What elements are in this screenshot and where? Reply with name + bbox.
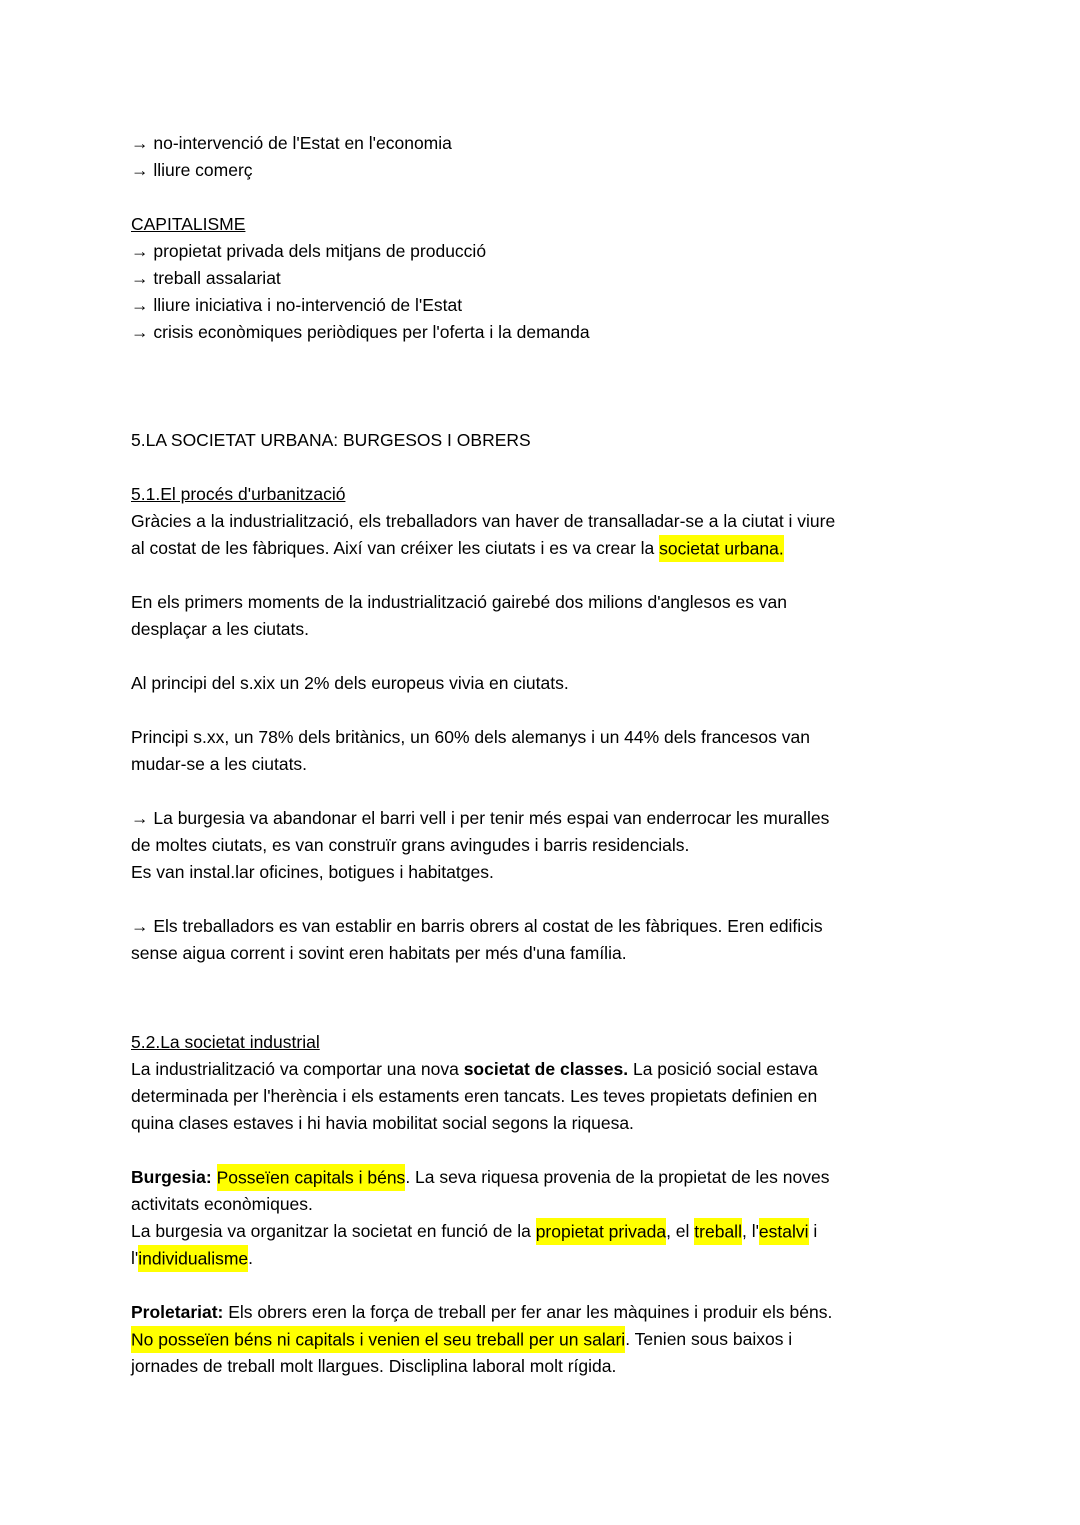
blank-line (131, 562, 946, 589)
text-segment: Principi s.xx, un 78% dels britànics, un 60% dels alemanys i un 44% dels francesos van (131, 727, 810, 747)
text-segment: → propietat privada dels mitjans de producció (131, 241, 487, 261)
highlighted-text: treball (694, 1218, 742, 1245)
text-line (131, 535, 946, 562)
text-line (131, 130, 946, 157)
text-line (131, 751, 946, 778)
text-segment: Els obrers eren la força de treball per fer anar les màquines i produir els béns. (228, 1302, 833, 1323)
text-segment: → La burgesia va abandonar el barri vell i per tenir més espai van enderrocar les muralles (131, 808, 830, 828)
text-line (131, 670, 946, 697)
text-segment: 5.LA SOCIETAT URBANA: BURGESOS I OBRERS (131, 430, 531, 450)
blank-line (131, 346, 946, 427)
blank-line (131, 1272, 946, 1299)
text-line (131, 1299, 946, 1326)
text-segment: l' (131, 1248, 139, 1269)
text-segment: → lliure iniciativa i no-intervenció de l'Estat (131, 295, 463, 315)
blank-line (131, 886, 946, 913)
highlighted-text: No posseïen béns ni capitals i venien el seu treball per un salari (131, 1326, 625, 1353)
text-segment: . Tenien sous baixos i (625, 1329, 793, 1350)
text-line (131, 724, 946, 751)
text-segment: → Els treballadors es van establir en barris obrers al costat de les fàbriques. Eren edificis (131, 916, 823, 936)
highlighted-text: individualisme (138, 1245, 248, 1272)
text-segment: sense aigua corrent i sovint eren habitats per més d'una família. (131, 943, 627, 963)
text-segment: La burgesia va organitzar la societat en funció de la (131, 1221, 536, 1242)
text-line (131, 157, 946, 184)
text-line (131, 1164, 946, 1191)
text-line (131, 859, 946, 886)
text-segment: , el (666, 1221, 695, 1242)
text-segment: La posició social estava (628, 1059, 818, 1080)
text-line (131, 616, 946, 643)
text-line (131, 1326, 946, 1353)
text-line (131, 1056, 946, 1083)
blank-line (131, 697, 946, 724)
text-line (131, 481, 946, 508)
text-segment: Gràcies a la industrialització, els treballadors van haver de transalladar-se a la ciutat i viure (131, 511, 836, 531)
text-segment: . (248, 1248, 254, 1269)
blank-line (131, 967, 946, 1029)
document-body (131, 130, 946, 1380)
blank-line (131, 1137, 946, 1164)
text-line (131, 1110, 946, 1137)
text-segment: determinada per l'herència i els estaments eren tancats. Les teves propietats definien en (131, 1086, 818, 1107)
text-line (131, 805, 946, 832)
text-line (131, 319, 946, 346)
text-segment: mudar-se a les ciutats. (131, 754, 308, 774)
text-line (131, 913, 946, 940)
bold-text: Burgesia: (131, 1167, 217, 1188)
blank-line (131, 454, 946, 481)
text-line (131, 1218, 946, 1245)
text-segment: La industrialització va comportar una nova (131, 1059, 464, 1080)
text-line (131, 292, 946, 319)
text-segment: quina clases estaves i hi havia mobilitat social segons la riquesa. (131, 1113, 634, 1134)
text-line (131, 589, 946, 616)
text-segment: activitats econòmiques. (131, 1194, 313, 1215)
text-segment: . La seva riquesa provenia de la propietat de les noves (405, 1167, 830, 1188)
text-line (131, 940, 946, 967)
highlighted-text: propietat privada (536, 1218, 666, 1245)
text-line (131, 1245, 946, 1272)
text-line (131, 211, 946, 238)
blank-line (131, 778, 946, 805)
text-segment: En els primers moments de la industrialització gairebé dos milions d'anglesos es van (131, 592, 788, 612)
highlighted-text: estalvi (759, 1218, 809, 1245)
underlined-heading: CAPITALISME (131, 214, 246, 234)
text-segment: al costat de les fàbriques. Així van créixer les ciutats i es va crear la (131, 538, 660, 558)
highlighted-text: societat urbana. (659, 535, 784, 562)
bold-text: societat de classes. (463, 1059, 629, 1080)
text-line (131, 508, 946, 535)
text-line (131, 265, 946, 292)
text-segment: → treball assalariat (131, 268, 281, 288)
blank-line (131, 643, 946, 670)
text-line (131, 1029, 946, 1056)
text-line (131, 238, 946, 265)
bold-text: Proletariat: (131, 1302, 229, 1323)
text-line (131, 1191, 946, 1218)
text-line (131, 1083, 946, 1110)
highlighted-text: Posseïen capitals i béns (217, 1164, 406, 1191)
underlined-heading: 5.1.El procés d'urbanització (131, 484, 346, 504)
text-segment: → lliure comerç (131, 160, 253, 180)
text-segment: Al principi del s.xix un 2% dels europeus vivia en ciutats. (131, 673, 569, 693)
text-segment: jornades de treball molt llargues. Discliplina laboral molt rígida. (131, 1356, 617, 1377)
underlined-heading: 5.2.La societat industrial (131, 1032, 320, 1053)
text-line (131, 832, 946, 859)
text-segment: i (808, 1221, 818, 1242)
text-segment: → no-intervenció de l'Estat en l'economia (131, 133, 452, 153)
text-line (131, 1353, 946, 1380)
text-segment: → crisis econòmiques periòdiques per l'oferta i la demanda (131, 322, 590, 342)
text-segment: desplaçar a les ciutats. (131, 619, 310, 639)
text-segment: de moltes ciutats, es van construïr grans avingudes i barris residencials. (131, 835, 690, 855)
text-line (131, 427, 946, 454)
blank-line (131, 184, 946, 211)
text-segment: Es van instal.lar oficines, botigues i habitatges. (131, 862, 494, 882)
text-segment: , l' (741, 1221, 759, 1242)
